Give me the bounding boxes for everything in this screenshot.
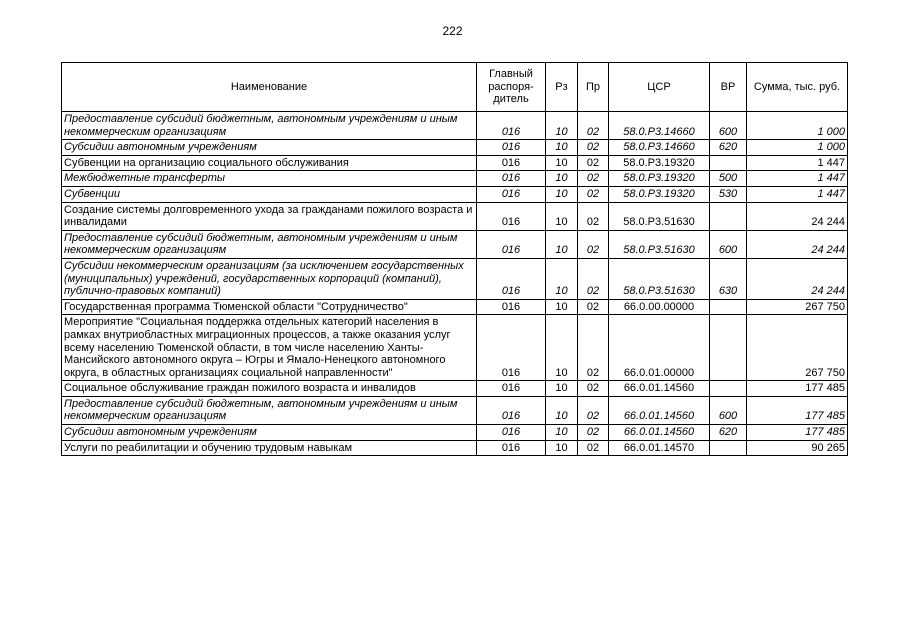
row-chief-manager-cell: 016 (477, 315, 546, 381)
row-sum-cell: 1 000 (747, 112, 848, 140)
row-sum-cell: 24 244 (747, 258, 848, 299)
row-rz-cell: 10 (546, 140, 578, 156)
row-csr-cell: 66.0.00.00000 (609, 299, 710, 315)
row-name-cell: Субсидии некоммерческим организациям (за исключением государственных (муниципальных) учреждений, государственных корпораций (компаний), публично-правовых компаний) (62, 258, 477, 299)
row-sum-cell: 267 750 (747, 315, 848, 381)
row-chief-manager-cell: 016 (477, 171, 546, 187)
row-rz-cell: 10 (546, 425, 578, 441)
row-rz-cell: 10 (546, 155, 578, 171)
table-row (62, 381, 848, 397)
row-csr-cell: 66.0.01.14560 (609, 381, 710, 397)
row-chief-manager-cell: 016 (477, 396, 546, 424)
row-pr-cell: 02 (578, 230, 609, 258)
row-rz-cell: 10 (546, 258, 578, 299)
row-name-cell: Субсидии автономным учреждениям (62, 425, 477, 441)
row-csr-cell: 58.0.P3.51630 (609, 230, 710, 258)
table-row (62, 258, 848, 299)
row-rz-cell: 10 (546, 396, 578, 424)
row-sum-cell: 90 265 (747, 440, 848, 456)
row-pr-cell: 02 (578, 396, 609, 424)
row-name-cell: Мероприятие "Социальная поддержка отдельных категорий населения в рамках внутриобластных миграционных процессов, а также оказания услуг всему населению Тюменской области, в том числе населению Ханты-Мансийского автономного округа – Югры и Ямало-Ненецкого автономного округа, в областных организациях социальной направленности" (62, 315, 477, 381)
table-row (62, 230, 848, 258)
row-name-cell: Субвенции на организацию социального обслуживания (62, 155, 477, 171)
row-pr-cell: 02 (578, 425, 609, 441)
row-chief-manager-cell: 016 (477, 202, 546, 230)
header-rz: Рз (546, 63, 578, 112)
table-row (62, 440, 848, 456)
row-pr-cell: 02 (578, 299, 609, 315)
row-rz-cell: 10 (546, 230, 578, 258)
row-vr-cell (710, 202, 747, 230)
row-chief-manager-cell: 016 (477, 440, 546, 456)
row-chief-manager-cell: 016 (477, 425, 546, 441)
row-sum-cell: 1 447 (747, 171, 848, 187)
row-csr-cell: 58.0.P3.19320 (609, 171, 710, 187)
row-chief-manager-cell: 016 (477, 381, 546, 397)
row-rz-cell: 10 (546, 171, 578, 187)
row-pr-cell: 02 (578, 381, 609, 397)
row-vr-cell: 500 (710, 171, 747, 187)
row-rz-cell: 10 (546, 112, 578, 140)
header-csr: ЦСР (609, 63, 710, 112)
row-pr-cell: 02 (578, 440, 609, 456)
row-chief-manager-cell: 016 (477, 140, 546, 156)
table-row (62, 112, 848, 140)
row-name-cell: Предоставление субсидий бюджетным, автономным учреждениям и иным некоммерческим организациям (62, 112, 477, 140)
row-name-cell: Предоставление субсидий бюджетным, автономным учреждениям и иным некоммерческим организациям (62, 230, 477, 258)
row-rz-cell: 10 (546, 202, 578, 230)
row-sum-cell: 24 244 (747, 202, 848, 230)
table-row (62, 171, 848, 187)
row-vr-cell: 600 (710, 396, 747, 424)
row-vr-cell: 600 (710, 230, 747, 258)
page-number: 222 (442, 24, 463, 38)
row-rz-cell: 10 (546, 315, 578, 381)
row-rz-cell: 10 (546, 381, 578, 397)
row-csr-cell: 58.0.P3.14660 (609, 112, 710, 140)
row-pr-cell: 02 (578, 112, 609, 140)
row-chief-manager-cell: 016 (477, 230, 546, 258)
row-rz-cell: 10 (546, 186, 578, 202)
row-vr-cell: 620 (710, 140, 747, 156)
row-csr-cell: 66.0.01.14570 (609, 440, 710, 456)
row-chief-manager-cell: 016 (477, 186, 546, 202)
row-sum-cell: 1 000 (747, 140, 848, 156)
row-csr-cell: 66.0.01.14560 (609, 396, 710, 424)
row-sum-cell: 1 447 (747, 186, 848, 202)
header-pr: Пр (578, 63, 609, 112)
row-csr-cell: 58.0.P3.14660 (609, 140, 710, 156)
row-vr-cell (710, 299, 747, 315)
row-chief-manager-cell: 016 (477, 112, 546, 140)
row-csr-cell: 58.0.P3.19320 (609, 186, 710, 202)
table-row (62, 186, 848, 202)
table-row (62, 315, 848, 381)
row-sum-cell: 177 485 (747, 425, 848, 441)
row-rz-cell: 10 (546, 299, 578, 315)
header-vr: ВР (710, 63, 747, 112)
row-name-cell: Создание системы долговременного ухода за гражданами пожилого возраста и инвалидами (62, 202, 477, 230)
header-chief-manager: Главный распоря-дитель (477, 63, 546, 112)
row-vr-cell (710, 155, 747, 171)
row-chief-manager-cell: 016 (477, 299, 546, 315)
row-sum-cell: 1 447 (747, 155, 848, 171)
row-sum-cell: 24 244 (747, 230, 848, 258)
table-row (62, 396, 848, 424)
row-name-cell: Государственная программа Тюменской области "Сотрудничество" (62, 299, 477, 315)
header-name: Наименование (62, 63, 477, 112)
row-sum-cell: 267 750 (747, 299, 848, 315)
row-csr-cell: 58.0.P3.51630 (609, 202, 710, 230)
table-row (62, 425, 848, 441)
row-pr-cell: 02 (578, 258, 609, 299)
row-name-cell: Субсидии автономным учреждениям (62, 140, 477, 156)
row-name-cell: Субвенции (62, 186, 477, 202)
row-vr-cell: 630 (710, 258, 747, 299)
row-vr-cell (710, 440, 747, 456)
row-csr-cell: 58.0.P3.19320 (609, 155, 710, 171)
row-name-cell: Предоставление субсидий бюджетным, автономным учреждениям и иным некоммерческим организациям (62, 396, 477, 424)
row-chief-manager-cell: 016 (477, 155, 546, 171)
row-pr-cell: 02 (578, 155, 609, 171)
row-vr-cell (710, 381, 747, 397)
row-csr-cell: 66.0.01.14560 (609, 425, 710, 441)
table-row (62, 140, 848, 156)
row-sum-cell: 177 485 (747, 381, 848, 397)
budget-table (61, 62, 848, 456)
table-body (62, 112, 848, 456)
table-row (62, 202, 848, 230)
row-chief-manager-cell: 016 (477, 258, 546, 299)
row-vr-cell: 600 (710, 112, 747, 140)
row-csr-cell: 58.0.P3.51630 (609, 258, 710, 299)
row-name-cell: Социальное обслуживание граждан пожилого возраста и инвалидов (62, 381, 477, 397)
row-sum-cell: 177 485 (747, 396, 848, 424)
table-header (62, 63, 848, 112)
row-vr-cell (710, 315, 747, 381)
row-name-cell: Услуги по реабилитации и обучению трудовым навыкам (62, 440, 477, 456)
header-sum: Сумма, тыс. руб. (747, 63, 848, 112)
row-vr-cell: 530 (710, 186, 747, 202)
row-pr-cell: 02 (578, 202, 609, 230)
row-pr-cell: 02 (578, 171, 609, 187)
row-rz-cell: 10 (546, 440, 578, 456)
table-row (62, 299, 848, 315)
row-csr-cell: 66.0.01.00000 (609, 315, 710, 381)
table-row (62, 155, 848, 171)
row-name-cell: Межбюджетные трансферты (62, 171, 477, 187)
row-pr-cell: 02 (578, 140, 609, 156)
row-pr-cell: 02 (578, 315, 609, 381)
row-vr-cell: 620 (710, 425, 747, 441)
row-pr-cell: 02 (578, 186, 609, 202)
